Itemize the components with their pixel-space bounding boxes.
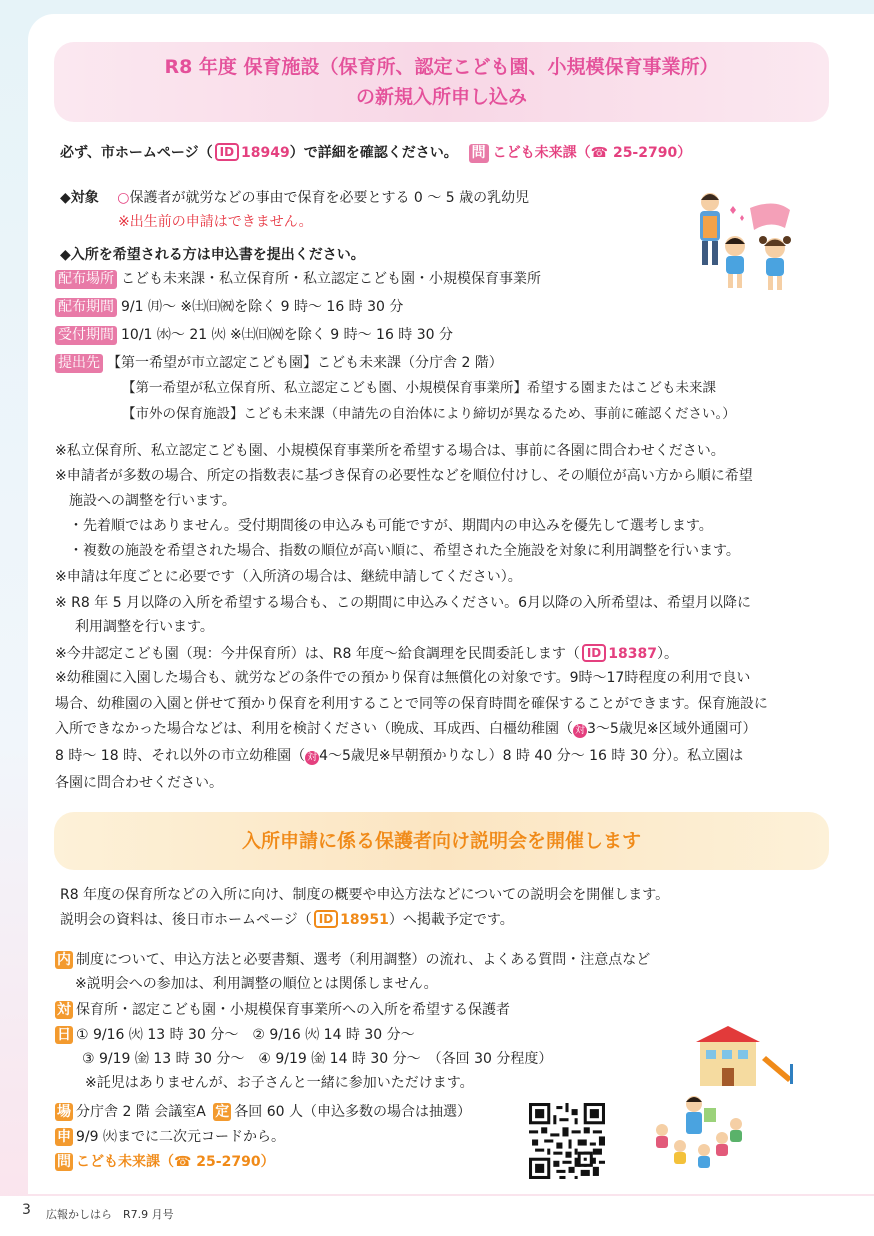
contact-text: こども未来課（☎ 25-2790） [492, 145, 692, 161]
briefing-text: 説明会の資料は、後日市ホームページ（ [60, 912, 312, 928]
row-reception-period [55, 325, 453, 345]
target-tag: 対 [57, 1002, 71, 1018]
publication-name: 広報かしはら R7.9 月号 [46, 1208, 174, 1221]
place-text: 分庁舎 2 階 会議室A [76, 1104, 206, 1120]
application-heading: ◆入所を希望される方は申込書を提出ください。 [60, 247, 365, 263]
row-distribution-place [55, 269, 541, 289]
imai-note-after: ）。 [656, 646, 678, 662]
intro-line [60, 143, 691, 163]
briefing-intro1: R8 年度の保育所などの入所に向け、制度の概要や申込方法などについての説明会を開催します。 [60, 887, 670, 903]
briefing-apply [55, 1127, 285, 1147]
intro-text-after: ）で詳細を確認ください。 [289, 145, 458, 161]
kindergarten-note-line1: ※幼稚園に入園した場合も、就労などの条件での預かり保育は無償化の対象です。9時〜17時程度の利用で良い [55, 670, 751, 686]
picture-book-icon [704, 1108, 716, 1122]
teacher-children-illustration [690, 188, 820, 298]
kg-text: 4〜5歳児※早朝預かりなし）8 時 40 分〜 16 時 30 分）。私立園は [319, 748, 744, 764]
kindergarten-note-line2: 場合、幼稚園の入園と併せて預かり保育を利用することで同等の保育時間を確保することができます。保育施設に [55, 696, 768, 712]
note-line: ※申請者が多数の場合、所定の指数表に基づき保育の必要性などを順位付けし、その順位が高い方から順に希望 [55, 468, 753, 484]
briefing-date2: ③ 9/19 ㈮ 13 時 30 分〜 ④ 9/19 ㈮ 14 時 30 分〜 （各回 30 分程度） [82, 1051, 553, 1067]
briefing-content [55, 950, 650, 970]
imai-note-text: ※今井認定こども園（現：今井保育所）は、R8 年度〜給食調理を民間委託します（ [55, 646, 580, 662]
content-tag: 内 [57, 952, 71, 968]
contact-text: こども未来課（☎ 25-2790） [76, 1154, 275, 1170]
row-text: 10/1 ㈬〜 21 ㈫ ※㈯㈰㈷を除く 9 時〜 16 時 30 分 [121, 327, 454, 343]
briefing-place [55, 1102, 471, 1122]
briefing-date [55, 1025, 415, 1045]
row-tag: 配布期間 [55, 298, 117, 317]
circle-mark-icon: ○ [117, 190, 130, 206]
note-line: ※ R8 年 5 月以降の入所を希望する場合も、この期間に申込みください。6月以降の入所希望は、希望月以降に [55, 595, 751, 611]
intro-text: 必ず、市ホームページ（ [60, 145, 213, 161]
target-note: ※出生前の申請はできません。 [118, 214, 313, 230]
kindergarten-note-line5: 各園に問合わせください。 [55, 775, 223, 791]
row-text: 9/1 ㈪〜 ※㈯㈰㈷を除く 9 時〜 16 時 30 分 [121, 299, 404, 315]
section-banner-briefing: 入所申請に係る保護者向け説明会を開催します [54, 812, 829, 870]
briefing-childcare-note: ※託児はありませんが、お子さんと一緒に参加いただけます。 [85, 1075, 474, 1091]
heart-icon [740, 215, 744, 221]
id-number[interactable]: 18949 [241, 145, 290, 161]
heart-icon [730, 206, 736, 214]
target-text: 保護者が就労などの事由で保育を必要とする 0 〜 5 歳の乳幼児 [129, 190, 530, 206]
kindergarten-note-line4 [55, 746, 743, 766]
banner-title-line1: R8 年度 保育施設（保育所、認定こども園、小規模保育事業所） [164, 56, 719, 78]
id-icon: ID [314, 910, 338, 928]
banner-title-line2: の新規入所申し込み [355, 86, 527, 108]
submit-to-private: 【第一希望が私立保育所、私立認定こども園、小規模保育事業所】希望する園またはこども未来課 [122, 380, 716, 396]
briefing-target [55, 1000, 510, 1020]
row-tag: 提出先 [55, 354, 103, 373]
school-children-illustration [650, 1020, 810, 1180]
imai-note [55, 644, 678, 664]
section-banner-admission [54, 42, 829, 122]
row-tag: 受付期間 [55, 326, 117, 345]
flag-icon [750, 203, 790, 230]
note-line: ※申請は年度ごとに必要です（入所済の場合は、継続申請してください）。 [55, 569, 522, 585]
capacity-text: 各回 60 人（申込多数の場合は抽選） [234, 1104, 472, 1120]
capacity-tag: 定 [215, 1104, 230, 1120]
target-label: ◆対象 [60, 190, 99, 206]
qr-code-icon[interactable] [529, 1103, 605, 1179]
date-tag: 日 [57, 1027, 71, 1043]
target-tag: 対 [575, 725, 585, 736]
target-line [60, 188, 529, 208]
contact-tag: 問 [469, 144, 489, 163]
row-distribution-period [55, 297, 403, 317]
note-line: ※私立保育所、私立認定こども園、小規模保育事業所を希望する場合は、事前に各園に問合わせください。 [55, 443, 725, 459]
target-text: 保育所・認定こども園・小規模保育事業所への入所を希望する保護者 [76, 1002, 510, 1018]
id-icon: ID [215, 143, 239, 161]
row-text: 【第一希望が市立認定こども園】こども未来課（分庁舎 2 階） [107, 355, 503, 371]
note-line: 施設への調整を行います。 [69, 493, 236, 509]
note-line: 利用調整を行います。 [75, 619, 214, 635]
briefing-content-note: ※説明会への参加は、利用調整の順位とは関係しません。 [75, 976, 438, 992]
kindergarten-note-line3 [55, 719, 757, 739]
content-text: 制度について、申込方法と必要書類、選考（利用調整）の流れ、よくある質問・注意点など [76, 952, 651, 968]
row-tag: 配布場所 [55, 270, 117, 289]
briefing-intro2 [60, 910, 514, 930]
date-text: ① 9/16 ㈫ 13 時 30 分〜 ② 9/16 ㈫ 14 時 30 分〜 [76, 1027, 415, 1043]
briefing-text-after: ）へ掲載予定です。 [388, 912, 514, 928]
submit-to-outside: 【市外の保育施設】こども未来課（申請先の自治体により締切が異なるため、事前に確認ください。） [122, 406, 736, 422]
kg-text: 3〜5歳児※区域外通園可） [587, 721, 757, 737]
slide-icon [762, 1056, 792, 1082]
school-roof-icon [696, 1026, 760, 1042]
place-tag: 場 [57, 1104, 71, 1120]
apply-text: 9/9 ㈫までに二次元コードから。 [76, 1129, 285, 1145]
briefing-contact [55, 1152, 275, 1172]
row-submit-to [55, 353, 503, 373]
contact-tag: 問 [57, 1154, 71, 1170]
target-tag: 対 [307, 752, 318, 763]
id-number[interactable]: 18951 [340, 912, 389, 928]
note-line: ・複数の施設を希望された場合、指数の順位が高い順に、希望された全施設を対象に利用調整を行います。 [69, 543, 740, 559]
kg-text: 入所できなかった場合などは、利用を検討ください（晩成、耳成西、白橿幼稚園（ [55, 721, 573, 737]
kg-text: 8 時〜 18 時、それ以外の市立幼稚園（ [55, 748, 306, 764]
row-text: こども未来課・私立保育所・私立認定こども園・小規模保育事業所 [121, 271, 541, 287]
apply-tag: 申 [57, 1129, 71, 1145]
page-number: 3 [22, 1202, 31, 1218]
id-icon: ID [582, 644, 606, 662]
id-number[interactable]: 18387 [608, 646, 657, 662]
note-line: ・先着順ではありません。受付期間後の申込みも可能ですが、期間内の申込みを優先して選考します。 [69, 518, 713, 534]
